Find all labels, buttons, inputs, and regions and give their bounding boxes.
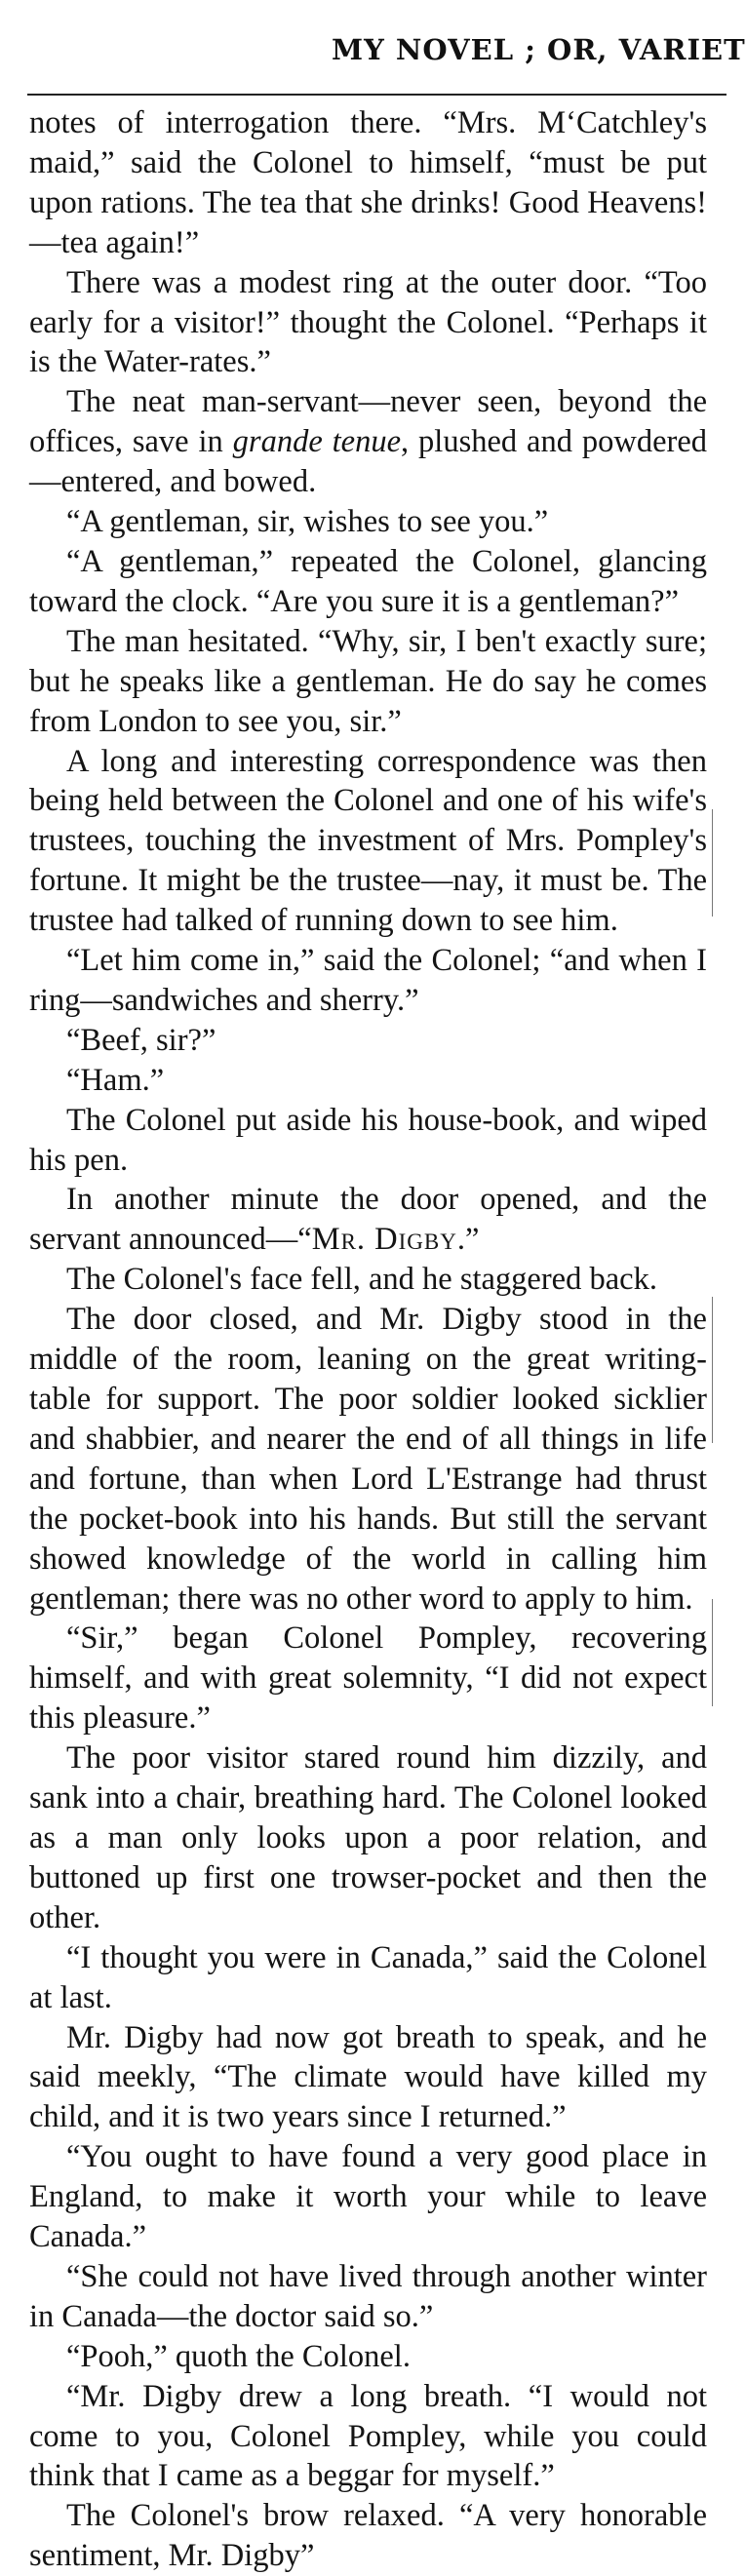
text-column bbox=[29, 103, 707, 2576]
paragraph: “A gentleman, sir, wishes to see you.” bbox=[66, 504, 549, 540]
paragraph: There was a modest ring at the outer door. “Too early for a visitor!” thought the Colonel. “Perhaps it is the Water-rates.” bbox=[29, 264, 707, 380]
paragraph: “A gentleman,” repeated the Colonel, glancing toward the clock. “Are you sure it is a gentleman?” bbox=[29, 543, 707, 619]
paragraph: “Ham.” bbox=[66, 1062, 165, 1098]
paragraph: The poor visitor stared round him dizzily, and sank into a chair, breathing hard. The Colonel looked as a man only looks upon a poor relation, and buttoned up first one trowser-pocket and then the other. bbox=[29, 1740, 707, 1935]
paragraph: The Colonel put aside his house-book, and wiped his pen. bbox=[29, 1102, 707, 1178]
paragraph: In another minute the door opened, and the servant announced—“Mr. Digby.” bbox=[29, 1182, 707, 1258]
paragraph: “Beef, sir?” bbox=[66, 1022, 216, 1058]
paragraph: “I thought you were in Canada,” said the Colonel at last. bbox=[29, 1939, 707, 2015]
small-caps-name: Mr. Digby bbox=[311, 1222, 457, 1258]
paragraph: The door closed, and Mr. Digby stood in the middle of the room, leaning on the great writing-table for support. The poor soldier looked sicklier and shabbier, and nearer the end of all things in life and fortune, than when Lord L'Estrange had thrust the pocket-book into his hands. But still the servant showed knowledge of the world in calling him gentleman; there was no other word to apply to him. bbox=[29, 1302, 707, 1617]
margin-line bbox=[712, 1599, 713, 1706]
paragraph: notes of interrogation there. “Mrs. M‘Catchley's maid,” said the Colonel to himself, “must be put upon rations. The tea that she drinks! Good Heavens!—tea again!” bbox=[29, 105, 707, 260]
margin-line bbox=[712, 809, 713, 917]
paragraph: “Mr. Digby drew a long breath. “I would not come to you, Colonel Pompley, while you could think that I came as a beggar for myself.” bbox=[29, 2378, 707, 2494]
paragraph: A long and interesting correspondence was then being held between the Colonel and one of his wife's trustees, touching the investment of Mrs. Pompley's fortune. It might be the trustee—nay, it must be. The trustee had talked of running down to see him. bbox=[29, 743, 707, 939]
paragraph: The Colonel's brow relaxed. “A very honorable sentiment, Mr. Digby” bbox=[29, 2498, 707, 2574]
paragraph: “Sir,” began Colonel Pompley, recovering himself, and with great solemnity, “I did not expect this pleasure.” bbox=[29, 1620, 707, 1737]
paragraph: “You ought to have found a very good place in England, to make it worth your while to leave Canada.” bbox=[29, 2139, 707, 2255]
paragraph: The man hesitated. “Why, sir, I ben't exactly sure; but he speaks like a gentleman. He do say he comes from London to see you, sir.” bbox=[29, 623, 707, 739]
paragraph: Mr. Digby had now got breath to speak, and he said meekly, “The climate would have killed my child, and it is two years since I returned.” bbox=[29, 2019, 707, 2135]
paragraph: “Let him come in,” said the Colonel; “and when I ring—sandwiches and sherry.” bbox=[29, 943, 707, 1018]
paragraph: The Colonel's face fell, and he staggered back. bbox=[66, 1262, 657, 1298]
paragraph: “Pooh,” quoth the Colonel. bbox=[66, 2338, 411, 2374]
paragraph: “She could not have lived through another winter in Canada—the doctor said so.” bbox=[29, 2258, 707, 2334]
paragraph: The neat man-servant—never seen, beyond the offices, save in grande tenue, plushed and powdered—entered, and bowed. bbox=[29, 384, 708, 500]
header-rule bbox=[27, 94, 726, 96]
running-header: MY NOVEL ; OR, VARIET bbox=[332, 33, 746, 66]
margin-line bbox=[712, 1297, 713, 1443]
italic-phrase: grande tenue bbox=[232, 424, 402, 460]
